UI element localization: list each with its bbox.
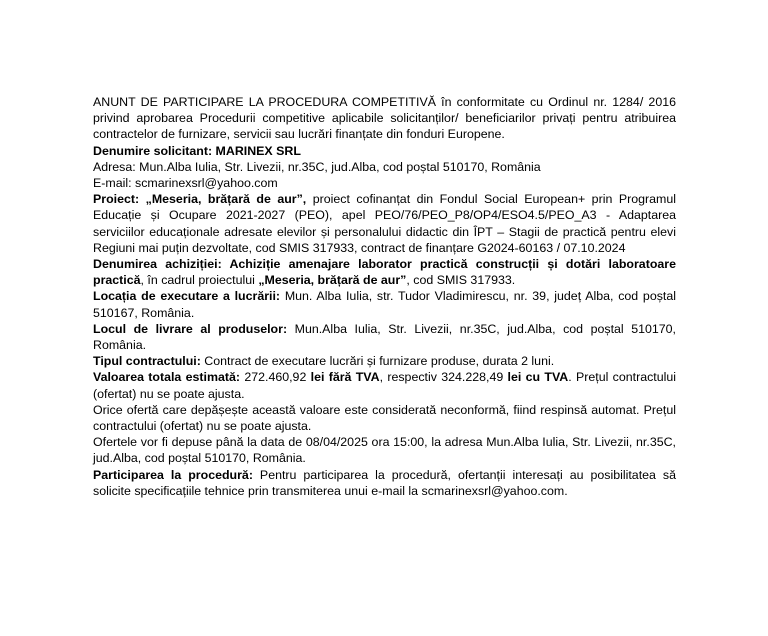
livrare-label: Locul de livrare al produselor:: [93, 321, 288, 336]
announcement-document: [93, 94, 676, 499]
livrare-text: Mun.Alba Iulia, Str. Livezii, nr.35C, jud.Alba, cod poștal 510170, România.: [93, 321, 676, 353]
proiect-name: „Meseria, brățară de aur”,: [145, 192, 307, 207]
proiect-label: Proiect:: [93, 192, 140, 207]
achizitie-text-end: , cod SMIS 317933.: [406, 273, 516, 288]
solicitant-address: Adresa: Mun.Alba Iulia, Str. Livezii, nr.35C, jud.Alba, cod poștal 510170, România: [93, 159, 541, 174]
participare-paragraph: [93, 467, 676, 499]
proiect-text: proiect cofinanțat din Fondul Social European+ prin Programul Educație și Ocupare 2021-2027 (PEO), apel PEO/76/PEO_P8/OP4/ESO4.5/PEO_A3 - Adaptarea serviciilor educaționale adresate elevilor și personalului didactic din ÎPT – Stagii de practică pentru elevi Regiuni mai puțin dezvoltate, cod SMIS 317933, contract de finanțare G2024-60163 / 07.10.2024: [93, 192, 676, 255]
achizitie-project: „Meseria, brățară de aur”: [258, 273, 407, 288]
locatie-paragraph: [93, 288, 676, 320]
valoare-text-end: . Prețul contractului (ofertat) nu se poate ajusta.: [93, 370, 677, 401]
valoare-text-mid: , respectiv 324.228,49: [379, 370, 508, 385]
valoare-label: Valoarea totala estimată:: [93, 370, 241, 385]
participare-text: Pentru participarea la procedură, ofertanții interesați au posibilitatea să solicite specificațiile tehnice prin transmiterea unui e-mail la scmarinexsrl@yahoo.com.: [93, 467, 676, 498]
tip-label: Tipul contractului:: [93, 354, 201, 369]
valoare-amount-1: 272.460,92: [240, 370, 311, 385]
tip-text: Contract de executare lucrări și furnizare produse, durata 2 luni.: [200, 354, 555, 369]
valoare-unit-2: lei cu TVA: [507, 370, 569, 385]
depunere-paragraph: Ofertele vor fi depuse până la data de 08/04/2025 ora 15:00, la adresa Mun.Alba Iulia, Str. Livezii, nr.35C, jud.Alba, cod poștal 510170, România.: [93, 435, 676, 466]
solicitant-email: E-mail: scmarinexsrl@yahoo.com: [93, 176, 278, 191]
tip-paragraph: [93, 353, 676, 369]
intro-paragraph: ANUNT DE PARTICIPARE LA PROCEDURA COMPETITIVĂ în conformitate cu Ordinul nr. 1284/ 2016 privind aprobarea Procedurii competitive aplicabile solicitanților/ beneficiarilor privați pentru atribuirea contractelor de furnizare, servicii sau lucrări finanțate din fonduri Europene.: [93, 95, 676, 142]
valoare-unit-1: lei fără TVA: [310, 370, 380, 385]
locatie-text: Mun. Alba Iulia, str. Tudor Vladimirescu, nr. 39, județ Alba, cod poștal 510167, România.: [93, 289, 676, 320]
proiect-paragraph: [93, 191, 676, 256]
achizitie-label: Denumirea achiziției:: [93, 257, 222, 272]
achizitie-value: Achiziție amenajare laborator practică construcții și dotări laboratoare practică: [93, 257, 676, 288]
achizitie-paragraph: [93, 256, 676, 288]
locatie-label: Locația de executare a lucrării:: [93, 289, 281, 304]
solicitant-heading: [93, 143, 676, 159]
solicitant-label: Denumire solicitant: MARINEX SRL: [93, 143, 301, 158]
livrare-paragraph: [93, 321, 676, 353]
neconform-paragraph: Orice ofertă care depășește această valoare este considerată neconformă, fiind respinsă automat. Prețul contractului (ofertat) nu se poate ajusta.: [93, 402, 676, 434]
achizitie-text-mid: , în cadrul proiectului: [140, 273, 259, 288]
valoare-paragraph: [93, 369, 676, 401]
participare-label: Participarea la procedură:: [93, 467, 253, 482]
